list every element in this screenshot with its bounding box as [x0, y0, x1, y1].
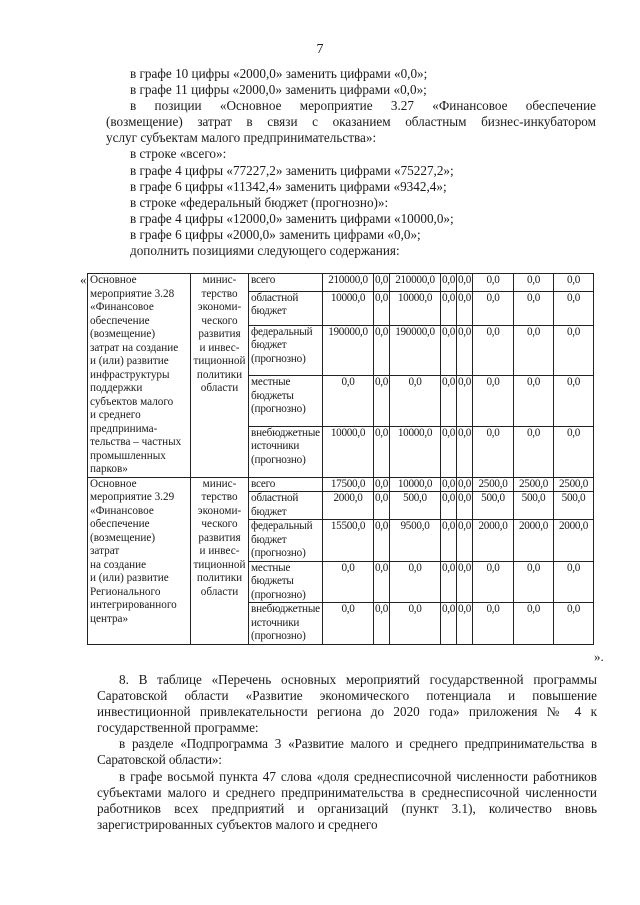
activity-cell: Основное мероприятие 3.28 «Финансовое обеспечение (возмещение) затрат на создание и (или) развитие инфраструктуры поддержки субъектов малого и среднего предпринима- тельства – частных промышленных парков» — [88, 274, 191, 478]
value-cell: 10000,0 — [390, 426, 441, 477]
value-cell: 2000,0 — [514, 520, 554, 562]
value-cell: 190000,0 — [390, 325, 441, 376]
bottom-text — [97, 672, 597, 833]
text-line: услуг субъектам малого предпринимательства»: — [106, 130, 377, 146]
value-cell: 0,0 — [374, 376, 390, 427]
funding-source-cell: областной бюджет — [249, 492, 323, 520]
value-cell: 17500,0 — [323, 477, 374, 492]
value-cell: 0,0 — [441, 291, 457, 325]
text-line: в графе 11 цифры «2000,0» заменить цифрами «0,0»; — [130, 82, 427, 98]
value-cell: 0,0 — [473, 291, 514, 325]
value-cell: 0,0 — [473, 561, 514, 603]
value-cell: 210000,0 — [390, 274, 441, 292]
activities-table — [87, 273, 594, 645]
text-line: в графе 6 цифры «2000,0» заменить цифрами «0,0»; — [130, 226, 421, 242]
value-cell: 0,0 — [514, 325, 554, 376]
value-cell: 0,0 — [554, 376, 594, 427]
value-cell: 500,0 — [554, 492, 594, 520]
text-line: в графе 10 цифры «2000,0» заменить цифрами «0,0»; — [130, 66, 428, 81]
value-cell: 0,0 — [441, 492, 457, 520]
value-cell: 0,0 — [514, 274, 554, 292]
value-cell: 0,0 — [441, 325, 457, 376]
value-cell: 2500,0 — [514, 477, 554, 492]
funding-source-cell: областной бюджет — [249, 291, 323, 325]
value-cell: 0,0 — [457, 477, 472, 490]
page-number: 7 — [316, 42, 324, 57]
value-cell: 500,0 — [390, 492, 441, 520]
text-line: в строке «федеральный бюджет (прогнозно)»: — [130, 194, 389, 210]
funding-source-cell: всего — [249, 274, 323, 292]
value-cell: 0,0 — [554, 561, 594, 603]
text-line: в строке «всего»: — [130, 146, 227, 162]
value-cell: 0,0 — [374, 561, 390, 603]
value-cell: 0,0 — [457, 603, 473, 645]
value-cell: 0,0 — [390, 561, 441, 603]
value-cell: 0,0 — [390, 376, 441, 427]
value-cell: 210000,0 — [323, 274, 374, 292]
executor-cell: минис- терство экономи- ческого развития и инвес- тиционной политики области — [191, 274, 249, 478]
value-cell: 0,0 — [554, 274, 594, 292]
value-cell: 2500,0 — [473, 477, 514, 492]
value-cell: 0,0 — [457, 426, 473, 477]
value-cell: 2000,0 — [473, 520, 514, 562]
value-cell: 0,0 — [554, 291, 594, 325]
value-cell: 0,0 — [374, 426, 390, 477]
value-cell: 0,0 — [374, 291, 390, 325]
value-cell: 0,0 — [441, 520, 457, 562]
value-cell: 0,0 — [473, 376, 514, 427]
text-line: (возмещение) затрат в связи с оказанием областным бизнес-инкубатором — [106, 114, 596, 130]
funding-source-cell: всего — [249, 477, 323, 492]
value-cell: 0,0 — [554, 426, 594, 477]
value-cell: 0,0 — [473, 325, 514, 376]
value-cell: 0,0 — [374, 274, 390, 292]
value-cell: 0,0 — [514, 561, 554, 603]
executor-cell: минис- терство экономи- ческого развития и инвес- тиционной политики области — [191, 477, 249, 644]
table-row — [88, 274, 594, 292]
value-cell: 0,0 — [457, 376, 473, 427]
funding-source-cell: внебюджетные источники (прогнозно) — [249, 603, 323, 645]
value-cell: 10000,0 — [390, 291, 441, 325]
value-cell: 0,0 — [514, 426, 554, 477]
value-cell: 0,0 — [374, 325, 390, 376]
paragraph: 8. В таблице «Перечень основных мероприятий государственной программы Саратовской области «Развитие экономического потенциала и повышение инвестиционной привлекательности региона до 2020 года» приложения № 4 к государственной программе: — [97, 672, 597, 736]
value-cell: 0,0 — [374, 520, 390, 562]
value-cell: 0,0 — [441, 561, 457, 603]
funding-source-cell: местные бюджеты (прогнозно) — [249, 376, 323, 427]
value-cell: 2500,0 — [554, 477, 594, 492]
value-cell: 0,0 — [323, 376, 374, 427]
value-cell: 2000,0 — [323, 492, 374, 520]
value-cell: 500,0 — [473, 492, 514, 520]
opening-quote: « — [80, 272, 87, 287]
funding-source-cell: внебюджетные источники (прогнозно) — [249, 426, 323, 477]
value-cell: 10000,0 — [323, 291, 374, 325]
value-cell: 0,0 — [554, 603, 594, 645]
value-cell: 0,0 — [441, 426, 457, 477]
paragraph: в графе восьмой пункта 47 слова «доля среднесписочной численности работников субъектами малого и среднего предпринимательства в среднесписочной численности работников всех предприятий и организаций (пункт 3.1), количество вновь зарегистрированных субъектов малого и среднего — [97, 768, 597, 832]
value-cell: 0,0 — [473, 274, 514, 292]
value-cell: 0,0 — [457, 520, 473, 562]
value-cell: 10000,0 — [323, 426, 374, 477]
value-cell: 0,0 — [441, 477, 456, 490]
value-cell: 0,0 — [514, 291, 554, 325]
text-line: в графе 6 цифры «11342,4» заменить цифрами «9342,4»; — [130, 178, 447, 194]
value-cell: 0,0 — [441, 274, 457, 292]
table-row — [88, 477, 594, 492]
value-cell: 0,0 — [374, 603, 390, 645]
text-line: в графе 4 цифры «77227,2» заменить цифрами «75227,2»; — [130, 162, 454, 178]
funding-source-cell: федеральный бюджет (прогнозно) — [249, 520, 323, 562]
funding-source-cell: федеральный бюджет (прогнозно) — [249, 325, 323, 376]
value-cell: 0,0 — [514, 376, 554, 427]
activity-cell: Основное мероприятие 3.29 «Финансовое обеспечение (возмещение) затрат на создание и (или) развитие Регионального интегрированного центра» — [88, 477, 191, 644]
value-cell: 190000,0 — [323, 325, 374, 376]
value-cell: 0,0 — [457, 291, 473, 325]
value-cell: 0,0 — [323, 561, 374, 603]
value-cell: 500,0 — [514, 492, 554, 520]
value-cell: 0,0 — [457, 561, 473, 603]
value-cell: 15500,0 — [323, 520, 374, 562]
value-cell: 2000,0 — [554, 520, 594, 562]
value-cell: 0,0 — [441, 376, 457, 427]
amendment-text — [106, 66, 596, 259]
value-cell: 0,0 — [457, 325, 473, 376]
value-cell: 0,0 — [441, 603, 457, 645]
funding-source-cell: местные бюджеты (прогнозно) — [249, 561, 323, 603]
paragraph: в разделе «Подпрограмма 3 «Развитие малого и среднего предпринимательства в Саратовской области»: — [97, 736, 597, 768]
value-cell: 0,0 — [554, 325, 594, 376]
value-cell: 0,0 — [457, 492, 473, 520]
value-cell: 9500,0 — [390, 520, 441, 562]
value-cell: 0,0 — [514, 603, 554, 645]
value-cell: 0,0 — [473, 426, 514, 477]
value-cell: 10000,0 — [390, 477, 441, 492]
value-cell: 0,0 — [374, 477, 389, 490]
value-cell: 0,0 — [374, 492, 390, 520]
text-line: в графе 4 цифры «12000,0» заменить цифрами «10000,0»; — [130, 210, 454, 226]
value-cell: 0,0 — [323, 603, 374, 645]
text-line: в позиции «Основное мероприятие 3.27 «Финансовое обеспечение — [130, 98, 596, 114]
closing-quote: ». — [594, 649, 604, 664]
value-cell: 0,0 — [457, 274, 473, 292]
text-line: дополнить позициями следующего содержания: — [130, 243, 400, 259]
table-body — [88, 274, 594, 645]
value-cell: 0,0 — [390, 603, 441, 645]
value-cell: 0,0 — [473, 603, 514, 645]
